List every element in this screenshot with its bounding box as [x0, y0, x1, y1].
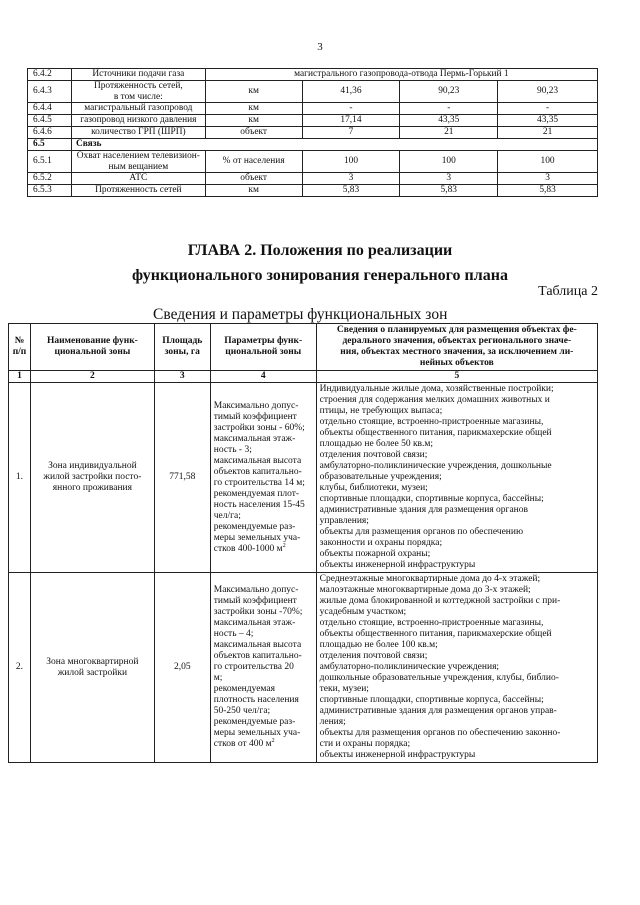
column-header — [154, 324, 210, 371]
indicator-value: 100 — [302, 151, 400, 173]
zone-objects-line: отдельно стоящие, встроенно-пристроенные магазины, — [319, 417, 544, 427]
table-row — [28, 115, 598, 127]
zone-name — [30, 573, 154, 763]
column-header — [30, 324, 154, 371]
table-caption: Сведения и параметры функциональных зон — [153, 306, 448, 323]
indicator-code: 6.4.4 — [28, 103, 72, 115]
column-number: 1 — [9, 371, 31, 383]
zone-params-line: объектов капитально- — [213, 466, 302, 477]
indicator-name-line: Охват населением телевизион- — [76, 151, 200, 161]
zone-name-line: янного проживания — [52, 483, 132, 493]
indicator-value: 43,35 — [498, 115, 598, 127]
zone-area: 771,58 — [154, 383, 210, 573]
indicator-name: количество ГРП (ШРП) — [71, 127, 205, 139]
indicator-name-line: в том числе: — [113, 91, 163, 102]
section-code: 6.5 — [28, 139, 72, 151]
column-header — [210, 324, 316, 371]
table-row — [28, 185, 598, 197]
indicator-unit: км — [205, 185, 302, 197]
zone-objects — [316, 573, 597, 763]
indicator-value: 3 — [400, 173, 498, 185]
zone-objects-line: объекты для размещения органов по обеспечению — [319, 527, 524, 537]
zone-objects-line: усадебным участком; — [319, 607, 407, 617]
zone-objects-line: спортивные площадки, спортивные корпуса, бассейны; — [319, 695, 544, 705]
zone-objects-line: Среднеэтажные многоквартирные дома до 4-х этажей; — [319, 574, 541, 584]
zone-objects-line: клубы, библиотеки, музеи; — [319, 483, 428, 493]
zone-params-line: рекомендуемая — [213, 684, 275, 694]
table-row — [28, 103, 598, 115]
zone-params-line: объектов капитально- — [213, 651, 302, 661]
zone-name-line: Зона многоквартирной — [46, 656, 139, 667]
table-row — [28, 151, 598, 173]
chapter-heading-line: функционального зонирования генерального плана — [132, 267, 508, 284]
zone-name — [30, 383, 154, 573]
zone-params-line: плотность населения — [213, 695, 299, 705]
indicator-name: Протяженность сетей — [71, 185, 205, 197]
zone-params-line: стков от 400 м — [213, 739, 272, 749]
superscript: 2 — [271, 737, 275, 744]
zone-objects-line: спортивные площадки, спортивные корпуса, бассейны; — [319, 494, 544, 504]
zone-params-line: Максимально допус- — [213, 585, 299, 595]
zone-objects-line: образовательные учреждения; — [319, 472, 442, 482]
indicator-name: магистральный газопровод — [71, 103, 205, 115]
indicator-name — [71, 151, 205, 173]
header-line: циональной зоны — [54, 347, 131, 357]
indicator-value: 21 — [400, 127, 498, 139]
row-number: 1. — [9, 383, 31, 573]
indicator-value: 7 — [302, 127, 400, 139]
zone-name-line: жилой застройки — [57, 667, 128, 678]
header-line: зоны, га — [164, 347, 200, 357]
indicator-value: 41,36 — [302, 81, 400, 103]
zone-params-line: застройки зоны -70%; — [213, 607, 303, 617]
zone-objects-line: сти и охраны порядка; — [319, 739, 411, 749]
zone-params-line: го строительства 14 м; — [213, 477, 305, 488]
chapter-heading-line: ГЛАВА 2. Положения по реализации — [187, 242, 453, 259]
indicator-unit: объект — [205, 173, 302, 185]
indicator-value: 21 — [498, 127, 598, 139]
indicator-value: - — [498, 103, 598, 115]
zone-name-line: Зона индивидуальной — [48, 461, 137, 471]
indicator-name-line: ным вещанием — [108, 161, 169, 172]
indicator-unit: % от населения — [205, 151, 302, 173]
zone-objects-line: управления; — [319, 516, 369, 526]
table-row — [28, 173, 598, 185]
table-row — [28, 127, 598, 139]
zone-objects-line: дошкольные образовательные учреждения, клубы, библио- — [319, 673, 559, 683]
indicator-name: АТС — [71, 173, 205, 185]
zone-objects-line: объекты пожарной охраны; — [319, 549, 431, 559]
header-line: Наименование функ- — [46, 336, 138, 346]
zone-params-line: чел/га; — [213, 510, 241, 521]
indicator-value: 5,83 — [498, 185, 598, 197]
table-row — [9, 383, 598, 573]
zone-objects-line: Индивидуальные жилые дома, хозяйственные постройки; — [319, 384, 554, 394]
zone-params-line: меры земельных уча- — [213, 532, 301, 543]
indicator-value: 90,23 — [400, 81, 498, 103]
zone-params-line: ность - 3; — [213, 444, 252, 455]
column-header — [316, 324, 597, 371]
zone-objects-line: малоэтажные многоквартирные дома до 3-х этажей; — [319, 585, 531, 595]
zone-params-line: меры земельных уча- — [213, 728, 301, 738]
zones-table — [8, 323, 598, 763]
indicator-unit: км — [205, 81, 302, 103]
column-number: 3 — [154, 371, 210, 383]
zone-params-line: рекомендуемые раз- — [213, 521, 296, 532]
indicator-code: 6.5.3 — [28, 185, 72, 197]
indicator-value: 3 — [302, 173, 400, 185]
zone-objects-line: отдельно стоящие, встроенно-пристроенные магазины, — [319, 618, 544, 628]
indicator-code: 6.4.3 — [28, 81, 72, 103]
indicator-code: 6.4.5 — [28, 115, 72, 127]
zone-params-line: застройки зоны - 60%; — [213, 422, 305, 433]
zone-params-line: го строительства 20 — [213, 662, 294, 672]
table-row — [28, 69, 598, 81]
table-row — [28, 81, 598, 103]
zone-objects — [316, 383, 597, 573]
zone-params-line: максимальная высота — [213, 640, 302, 650]
zone-params-line: 50-250 чел/га; — [213, 706, 271, 716]
zone-params-line: максимальная высота — [213, 455, 302, 466]
header-line: Сведения о планируемых для размещения объектах фе- — [336, 325, 577, 335]
header-row — [9, 324, 598, 371]
indicator-unit: объект — [205, 127, 302, 139]
row-number: 2. — [9, 573, 31, 763]
indicator-value: 90,23 — [498, 81, 598, 103]
indicator-unit: км — [205, 115, 302, 127]
zone-objects-line: ления; — [319, 717, 346, 727]
table-row — [9, 573, 598, 763]
indicator-value: 5,83 — [302, 185, 400, 197]
indicator-name: Источники подачи газа — [71, 69, 205, 81]
indicator-name: газопровод низкого давления — [71, 115, 205, 127]
zone-params-line: ность – 4; — [213, 629, 254, 639]
indicator-unit: км — [205, 103, 302, 115]
section-title: Связь — [71, 139, 597, 151]
zone-objects-line: птицы, не требующих выпаса; — [319, 406, 443, 416]
page-number: 3 — [317, 41, 323, 53]
zone-objects-line: объекты инженерной инфраструктуры — [319, 750, 476, 760]
zone-objects-line: административные здания для размещения органов — [319, 505, 528, 515]
zone-params-line: тимый коэффициент — [213, 411, 297, 422]
zone-objects-line: площадью не более 100 кв.м; — [319, 640, 438, 650]
zone-params-line: стков 400-1000 м — [213, 543, 283, 554]
superscript: 2 — [282, 542, 286, 549]
indicator-value: - — [302, 103, 400, 115]
column-number: 5 — [316, 371, 597, 383]
zone-objects-line: площадью не более 50 кв.м; — [319, 439, 434, 449]
zone-objects-line: строения для содержания мелких домашних животных и — [319, 395, 550, 405]
zone-objects-line: амбулаторно-поликлинические учреждения, дошкольные — [319, 461, 552, 471]
indicator-value: 100 — [400, 151, 498, 173]
indicator-name — [71, 81, 205, 103]
zone-objects-line: объекты общественного питания, парикмахерские общей — [319, 428, 552, 438]
indicator-value: 3 — [498, 173, 598, 185]
header-line: циональной зоны — [225, 347, 302, 357]
header-line: п/п — [12, 347, 27, 357]
zone-objects-line: теки, музеи; — [319, 684, 369, 694]
zone-objects-line: отделения почтовой связи; — [319, 450, 428, 460]
indicator-value: 43,35 — [400, 115, 498, 127]
header-line: ния, объектах местного значения, за исключением ли- — [340, 347, 574, 357]
zone-objects-line: амбулаторно-поликлинические учреждения; — [319, 662, 500, 672]
indicators-table — [27, 68, 598, 197]
indicator-code: 6.4.6 — [28, 127, 72, 139]
zone-params-line: м; — [213, 673, 223, 683]
zone-area: 2,05 — [154, 573, 210, 763]
zone-objects-line: законности и охраны порядка; — [319, 538, 443, 548]
zone-params-line: рекомендуемые раз- — [213, 717, 296, 727]
indicator-code: 6.4.2 — [28, 69, 72, 81]
indicator-code: 6.5.1 — [28, 151, 72, 173]
zone-name-line: жилой застройки посто- — [43, 472, 142, 482]
zone-params-line: тимый коэффициент — [213, 596, 297, 606]
indicator-code: 6.5.2 — [28, 173, 72, 185]
header-line: дерального значения, объектах регионального значе- — [342, 336, 572, 346]
header-line: № — [14, 336, 25, 346]
zone-objects-line: жилые дома блокированной и коттеджной застройки с при- — [319, 596, 561, 606]
zone-objects-line: административные здания для размещения органов управ- — [319, 706, 557, 716]
chapter-heading — [0, 238, 640, 288]
column-number: 2 — [30, 371, 154, 383]
indicator-value: 17,14 — [302, 115, 400, 127]
zone-objects-line: объекты для размещения органов по обеспечению законно- — [319, 728, 561, 738]
zone-params-line: ность населения 15-45 — [213, 499, 305, 510]
zone-params — [210, 573, 316, 763]
header-line: Параметры функ- — [224, 336, 303, 346]
indicator-value: магистрального газопровода-отвода Пермь-Горький 1 — [205, 69, 597, 81]
zone-objects-line: объекты инженерной инфраструктуры — [319, 560, 476, 570]
zone-params-line: максимальная этаж- — [213, 433, 296, 444]
table-label: Таблица 2 — [538, 284, 598, 299]
column-number-row — [9, 371, 598, 383]
zone-params-line: максимальная этаж- — [213, 618, 296, 628]
header-line: Площадь — [162, 336, 203, 346]
indicator-value: - — [400, 103, 498, 115]
zone-params-line: рекомендуемая плот- — [213, 488, 300, 499]
zone-params-line: Максимально допус- — [213, 400, 299, 411]
column-number: 4 — [210, 371, 316, 383]
zone-objects-line: объекты общественного питания, парикмахерские общей — [319, 629, 552, 639]
zone-params — [210, 383, 316, 573]
indicator-value: 5,83 — [400, 185, 498, 197]
zone-objects-line: отделения почтовой связи; — [319, 651, 428, 661]
indicator-name-line: Протяженность сетей, — [93, 81, 183, 91]
column-header — [9, 324, 31, 371]
indicator-value: 100 — [498, 151, 598, 173]
table-row-section — [28, 139, 598, 151]
header-line: нейных объектов — [419, 358, 494, 368]
